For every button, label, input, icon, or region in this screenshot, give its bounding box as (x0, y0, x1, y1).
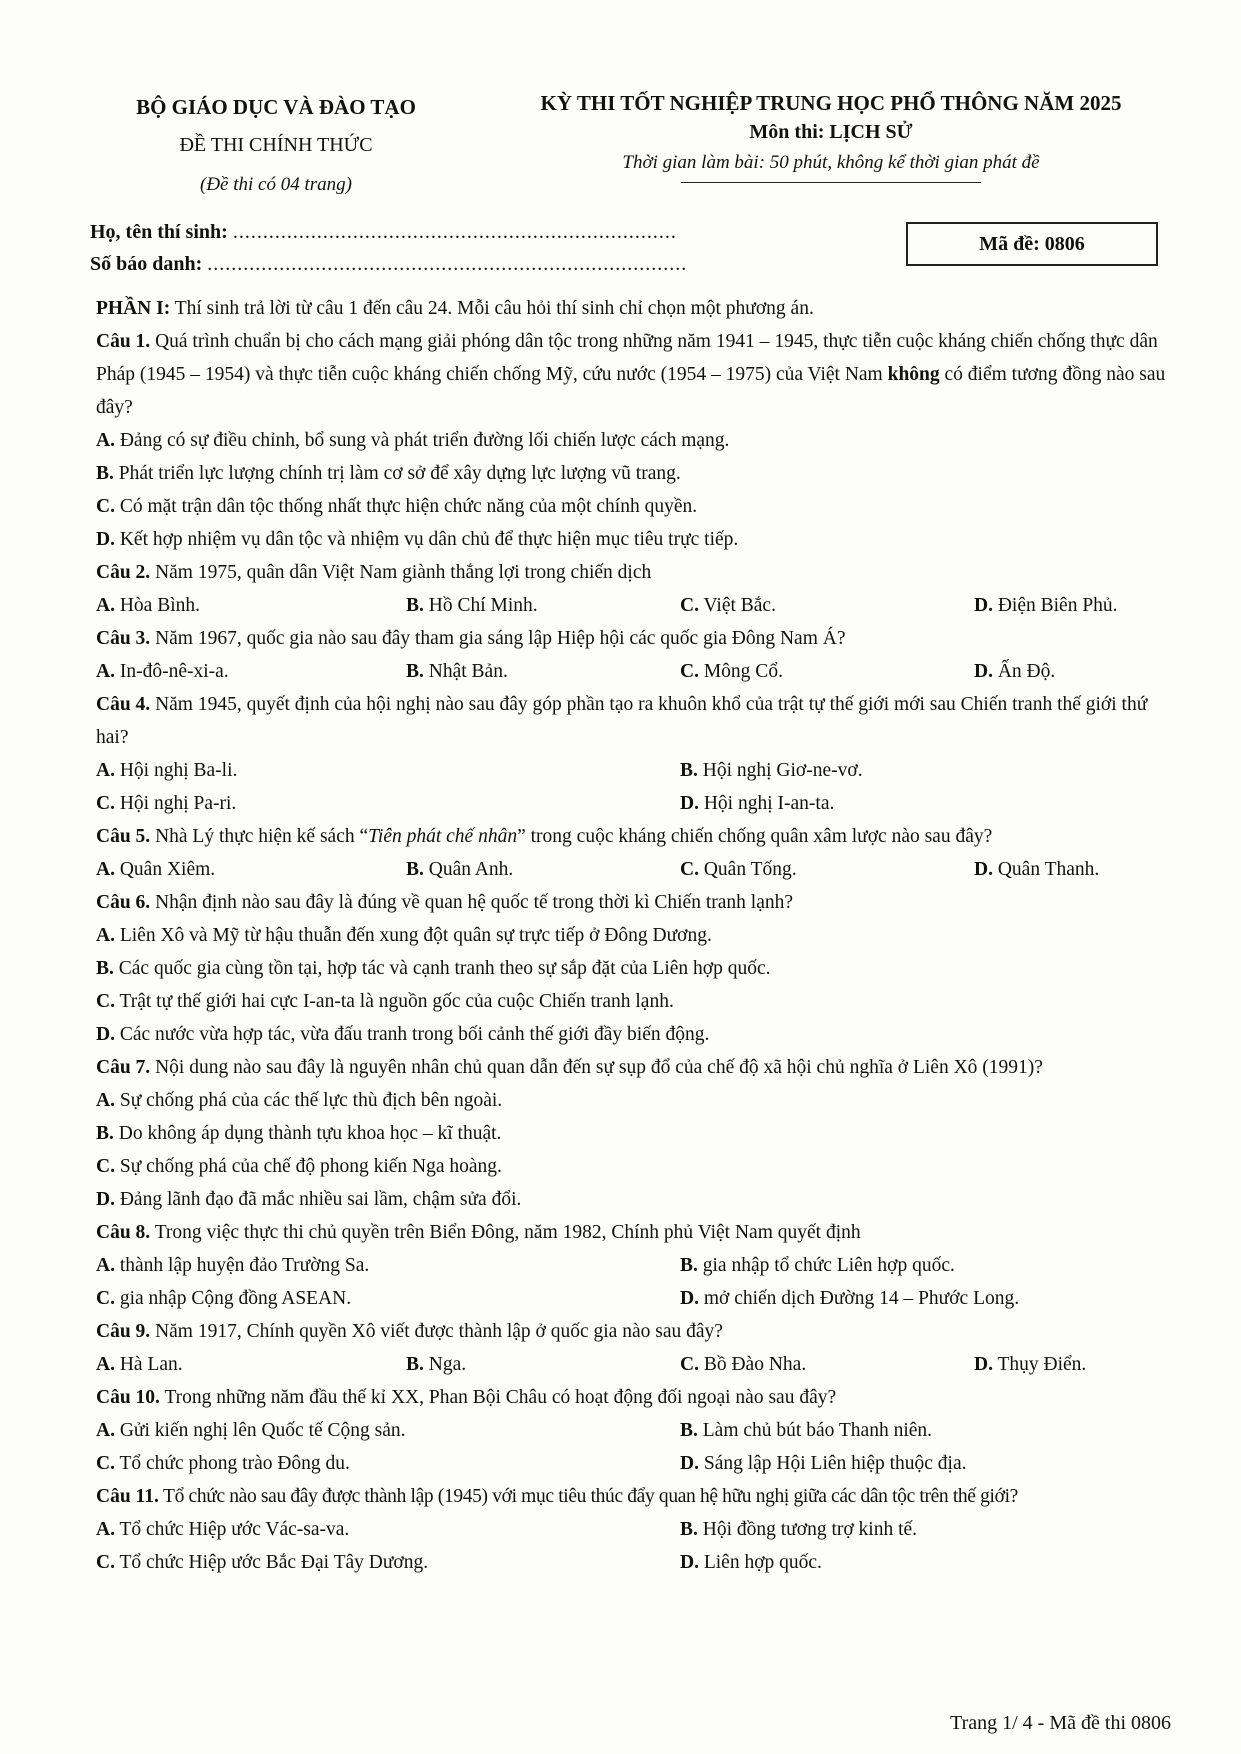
option[interactable] (96, 1183, 1181, 1216)
question-number: Câu 3. (96, 628, 151, 649)
option-text: Hội nghị Pa-ri. (114, 793, 237, 814)
option-text: Bồ Đào Nha. (698, 1354, 807, 1375)
option-letter: D. (974, 661, 993, 682)
option-text: Trật tự thế giới hai cực I-an-ta là nguồn gốc của cuộc Chiến tranh lạnh. (114, 991, 674, 1012)
option-letter: A. (96, 1519, 115, 1540)
options-row (96, 1348, 1181, 1381)
option-text: Liên hợp quốc. (698, 1552, 822, 1573)
option-text: Quân Xiêm. (114, 859, 216, 880)
question-text: Tổ chức nào sau đây được thành lập (1945) với mục tiêu thúc đẩy quan hệ hữu nghị giữa các dân tộc trên thế giới? (158, 1486, 1018, 1507)
option-letter: B. (406, 595, 424, 616)
question-number: Câu 10. (96, 1387, 160, 1408)
exam-title: KỲ THI TỐT NGHIỆP TRUNG HỌC PHỔ THÔNG NĂM 2025 (540, 91, 1122, 115)
options-row (96, 1249, 1181, 1282)
option-text: Quân Tống. (698, 859, 797, 880)
option-letter: A. (96, 925, 115, 946)
part-text: Thí sinh trả lời từ câu 1 đến câu 24. Mỗi câu hỏi thí sinh chỉ chọn một phương án. (170, 298, 814, 319)
option-text: Hòa Bình. (114, 595, 201, 616)
option-letter: C. (96, 991, 115, 1012)
option[interactable] (680, 1513, 1181, 1546)
option[interactable] (96, 787, 680, 820)
option[interactable] (974, 1348, 1181, 1381)
question-3 (96, 622, 1181, 655)
option[interactable] (96, 1546, 680, 1579)
option[interactable] (96, 1150, 1181, 1183)
question-text: Nội dung nào sau đây là nguyên nhân chủ quan dẫn đến sự sụp đổ của chế độ xã hội chủ nghĩa ở Liên Xô (1991)? (150, 1057, 1043, 1078)
option-text: Hội nghị I-an-ta. (698, 793, 835, 814)
option-letter: A. (96, 1255, 115, 1276)
option-text: Gửi kiến nghị lên Quốc tế Cộng sản. (114, 1420, 406, 1441)
question-emphasis: không (887, 364, 940, 385)
question-number: Câu 2. (96, 562, 151, 583)
question-text: Năm 1975, quân dân Việt Nam giành thắng lợi trong chiến dịch (150, 562, 652, 583)
option-text: Quân Anh. (423, 859, 514, 880)
question-number: Câu 11. (96, 1486, 159, 1507)
option[interactable] (680, 853, 974, 886)
question-number: Câu 9. (96, 1321, 151, 1342)
option[interactable] (96, 655, 406, 688)
options-row (96, 1447, 1181, 1480)
option-letter: D. (680, 1552, 699, 1573)
option-text: Đảng có sự điều chỉnh, bổ sung và phát triển đường lối chiến lược cách mạng. (114, 430, 730, 451)
option-text: Kết hợp nhiệm vụ dân tộc và nhiệm vụ dân chủ để thực hiện mục tiêu trực tiếp. (114, 529, 739, 550)
option[interactable] (96, 457, 1181, 490)
option[interactable] (96, 1084, 1181, 1117)
option[interactable] (974, 655, 1181, 688)
option-letter: A. (96, 859, 115, 880)
option-letter: A. (96, 661, 115, 682)
option-letter: B. (680, 1255, 698, 1276)
question-number: Câu 8. (96, 1222, 151, 1243)
candidate-id-label: Số báo danh: (90, 253, 203, 275)
option-letter: D. (974, 859, 993, 880)
option[interactable] (680, 754, 1181, 787)
option[interactable] (96, 1249, 680, 1282)
option-text: Nhật Bản. (423, 661, 508, 682)
option-text: Nga. (423, 1354, 467, 1375)
question-5 (96, 820, 1181, 853)
option-text: Phát triển lực lượng chính trị làm cơ sở để xây dựng lực lượng vũ trang. (113, 463, 681, 484)
pages-note: (Đề thi có 04 trang) (200, 174, 352, 195)
option-text: Hội đồng tương trợ kinh tế. (697, 1519, 918, 1540)
option[interactable] (96, 985, 1181, 1018)
option-text: Liên Xô và Mỹ từ hậu thuẫn đến xung đột quân sự trực tiếp ở Đông Dương. (114, 925, 712, 946)
candidate-id-field[interactable]: ................................................................................ (207, 253, 688, 275)
option-text: Sự chống phá của chế độ phong kiến Nga hoàng. (114, 1156, 502, 1177)
question-number: Câu 6. (96, 892, 151, 913)
question-4 (96, 688, 1181, 754)
subject-label: Môn thi: LỊCH SỬ (749, 121, 913, 143)
question-9 (96, 1315, 1181, 1348)
options-row (96, 1282, 1181, 1315)
question-text: có điểm tương đồng nào sau đây? (96, 364, 1166, 418)
option[interactable] (974, 853, 1181, 886)
option-letter: B. (96, 463, 114, 484)
option-letter: D. (96, 529, 115, 550)
question-6 (96, 886, 1181, 919)
question-number: Câu 1. (96, 331, 151, 352)
question-1 (96, 325, 1181, 424)
question-text: Năm 1967, quốc gia nào sau đây tham gia sáng lập Hiệp hội các quốc gia Đông Nam Á? (150, 628, 846, 649)
candidate-info (90, 216, 687, 280)
option-text: thành lập huyện đảo Trường Sa. (114, 1255, 370, 1276)
question-11 (96, 1480, 1181, 1513)
option[interactable] (96, 1447, 680, 1480)
question-number: Câu 5. (96, 826, 151, 847)
option-text: Hà Lan. (114, 1354, 183, 1375)
option-letter: C. (96, 496, 115, 517)
option[interactable] (680, 1348, 974, 1381)
question-text: ” trong cuộc kháng chiến chống quân xâm lược nào sau đây? (517, 826, 993, 847)
option-letter: A. (96, 430, 115, 451)
option-letter: C. (96, 1453, 115, 1474)
option-text: Việt Bắc. (698, 595, 776, 616)
option[interactable] (406, 853, 680, 886)
option-text: Tổ chức phong trào Đông du. (114, 1453, 350, 1474)
option-letter: D. (680, 1453, 699, 1474)
candidate-name-label: Họ, tên thí sinh: (90, 221, 228, 243)
option-letter: C. (96, 1552, 115, 1573)
option[interactable] (680, 1447, 1181, 1480)
option[interactable] (96, 490, 1181, 523)
option-text: Đảng lãnh đạo đã mắc nhiều sai lầm, chậm sửa đổi. (114, 1189, 522, 1210)
option-letter: D. (680, 793, 699, 814)
option-letter: A. (96, 760, 115, 781)
option[interactable] (680, 787, 1181, 820)
question-text: Nhận định nào sau đây là đúng về quan hệ quốc tế trong thời kì Chiến tranh lạnh? (150, 892, 794, 913)
options-row (96, 589, 1181, 622)
option-letter: D. (96, 1024, 115, 1045)
option-letter: B. (680, 1519, 698, 1540)
option-text: Thụy Điển. (992, 1354, 1087, 1375)
question-quote: Tiên phát chế nhân (368, 826, 518, 847)
header-left (108, 92, 444, 198)
option-letter: C. (96, 793, 115, 814)
exam-code-box (906, 222, 1158, 266)
option[interactable] (96, 754, 680, 787)
ministry-name: BỘ GIÁO DỤC VÀ ĐÀO TẠO (136, 95, 416, 119)
part-instructions (96, 292, 1181, 325)
option-letter: B. (96, 958, 114, 979)
option[interactable] (680, 1414, 1181, 1447)
option-text: Hồ Chí Minh. (423, 595, 538, 616)
question-number: Câu 4. (96, 694, 151, 715)
option[interactable] (974, 589, 1181, 622)
part-label: PHẦN I: (96, 298, 171, 319)
question-7 (96, 1051, 1181, 1084)
options-row (96, 655, 1181, 688)
option-letter: D. (96, 1189, 115, 1210)
header-right (506, 88, 1156, 183)
question-10 (96, 1381, 1181, 1414)
official-label: ĐỀ THI CHÍNH THỨC (179, 134, 373, 156)
option[interactable] (96, 853, 406, 886)
header-divider (681, 182, 981, 183)
option-text: Do không áp dụng thành tựu khoa học – kĩ thuật. (113, 1123, 502, 1144)
option-text: Mông Cổ. (698, 661, 783, 682)
option-text: gia nhập Cộng đồng ASEAN. (114, 1288, 352, 1309)
option[interactable] (96, 1414, 680, 1447)
option[interactable] (680, 1546, 1181, 1579)
option-letter: C. (680, 859, 699, 880)
option-letter: C. (96, 1156, 115, 1177)
candidate-name-field[interactable]: .......................................................................... (232, 221, 677, 243)
exam-code: Mã đề: 0806 (979, 232, 1085, 255)
option-text: Ấn Độ. (992, 661, 1056, 682)
option-text: Tổ chức Hiệp ước Bắc Đại Tây Dương. (114, 1552, 429, 1573)
options-row (96, 754, 1181, 787)
option-text: Làm chủ bút báo Thanh niên. (697, 1420, 933, 1441)
option-letter: C. (680, 595, 699, 616)
option-letter: A. (96, 1420, 115, 1441)
option[interactable] (406, 655, 680, 688)
option-letter: B. (406, 1354, 424, 1375)
option-letter: C. (96, 1288, 115, 1309)
option-letter: A. (96, 1354, 115, 1375)
options-row (96, 1414, 1181, 1447)
option[interactable] (96, 952, 1181, 985)
option-text: Sự chống phá của các thế lực thù địch bên ngoài. (114, 1090, 503, 1111)
question-2 (96, 556, 1181, 589)
option[interactable] (96, 523, 1181, 556)
option-letter: C. (680, 661, 699, 682)
options-row (96, 1546, 1181, 1579)
option[interactable] (680, 655, 974, 688)
question-text: Năm 1945, quyết định của hội nghị nào sau đây góp phần tạo ra khuôn khổ của trật tự thế giới mới sau Chiến tranh thế giới thứ hai? (96, 694, 1148, 748)
option-text: Tổ chức Hiệp ước Vác-sa-va. (114, 1519, 350, 1540)
question-text: Trong những năm đầu thế kỉ XX, Phan Bội Châu có hoạt động đối ngoại nào sau đây? (159, 1387, 837, 1408)
option[interactable] (96, 1513, 680, 1546)
option-letter: D. (974, 1354, 993, 1375)
option[interactable] (680, 1282, 1181, 1315)
option[interactable] (96, 1348, 406, 1381)
option[interactable] (680, 589, 974, 622)
option[interactable] (96, 589, 406, 622)
options-row (96, 787, 1181, 820)
option-text: Các nước vừa hợp tác, vừa đấu tranh trong bối cảnh thế giới đầy biến động. (114, 1024, 710, 1045)
option-text: Sáng lập Hội Liên hiệp thuộc địa. (698, 1453, 967, 1474)
question-text: Nhà Lý thực hiện kế sách “ (150, 826, 369, 847)
option-text: mở chiến dịch Đường 14 – Phước Long. (698, 1288, 1020, 1309)
option-text: gia nhập tổ chức Liên hợp quốc. (697, 1255, 955, 1276)
page-footer: Trang 1/ 4 - Mã đề thi 0806 (950, 1712, 1171, 1734)
question-text: Quá trình chuẩn bị cho cách mạng giải phóng dân tộc trong những năm 1941 – 1945, thực tiễn cuộc kháng chiến chống thực dân Pháp (1945 – 1954) và thực tiễn cuộc kháng chiến chống Mỹ, cứu nước (1954 – 1975) của Việt Nam (96, 331, 1158, 385)
options-row (96, 1513, 1181, 1546)
option-letter: B. (96, 1123, 114, 1144)
option[interactable] (96, 1018, 1181, 1051)
time-note: Thời gian làm bài: 50 phút, không kể thời gian phát đề (622, 152, 1040, 173)
option-text: Các quốc gia cùng tồn tại, hợp tác và cạnh tranh theo sự sắp đặt của Liên hợp quốc. (113, 958, 771, 979)
option-letter: D. (680, 1288, 699, 1309)
option-letter: C. (680, 1354, 699, 1375)
option[interactable] (406, 1348, 680, 1381)
options-row (96, 853, 1181, 886)
option[interactable] (96, 1117, 1181, 1150)
option-letter: B. (406, 661, 424, 682)
option[interactable] (96, 424, 1181, 457)
exam-content (96, 292, 1181, 1579)
question-text: Năm 1917, Chính quyền Xô viết được thành lập ở quốc gia nào sau đây? (150, 1321, 723, 1342)
option[interactable] (680, 1249, 1181, 1282)
option[interactable] (406, 589, 680, 622)
question-8 (96, 1216, 1181, 1249)
option-text: Hội nghị Giơ-ne-vơ. (697, 760, 863, 781)
option-text: Quân Thanh. (992, 859, 1100, 880)
option-letter: B. (680, 1420, 698, 1441)
option-letter: A. (96, 595, 115, 616)
option-letter: A. (96, 1090, 115, 1111)
option[interactable] (96, 919, 1181, 952)
option-text: Có mặt trận dân tộc thống nhất thực hiện chức năng của một chính quyền. (114, 496, 698, 517)
option[interactable] (96, 1282, 680, 1315)
question-text: Trong việc thực thi chủ quyền trên Biển Đông, năm 1982, Chính phủ Việt Nam quyết định (150, 1222, 861, 1243)
option-letter: B. (406, 859, 424, 880)
option-letter: D. (974, 595, 993, 616)
option-letter: B. (680, 760, 698, 781)
question-number: Câu 7. (96, 1057, 151, 1078)
option-text: In-đô-nê-xi-a. (114, 661, 229, 682)
option-text: Hội nghị Ba-li. (114, 760, 238, 781)
option-text: Điện Biên Phủ. (992, 595, 1118, 616)
